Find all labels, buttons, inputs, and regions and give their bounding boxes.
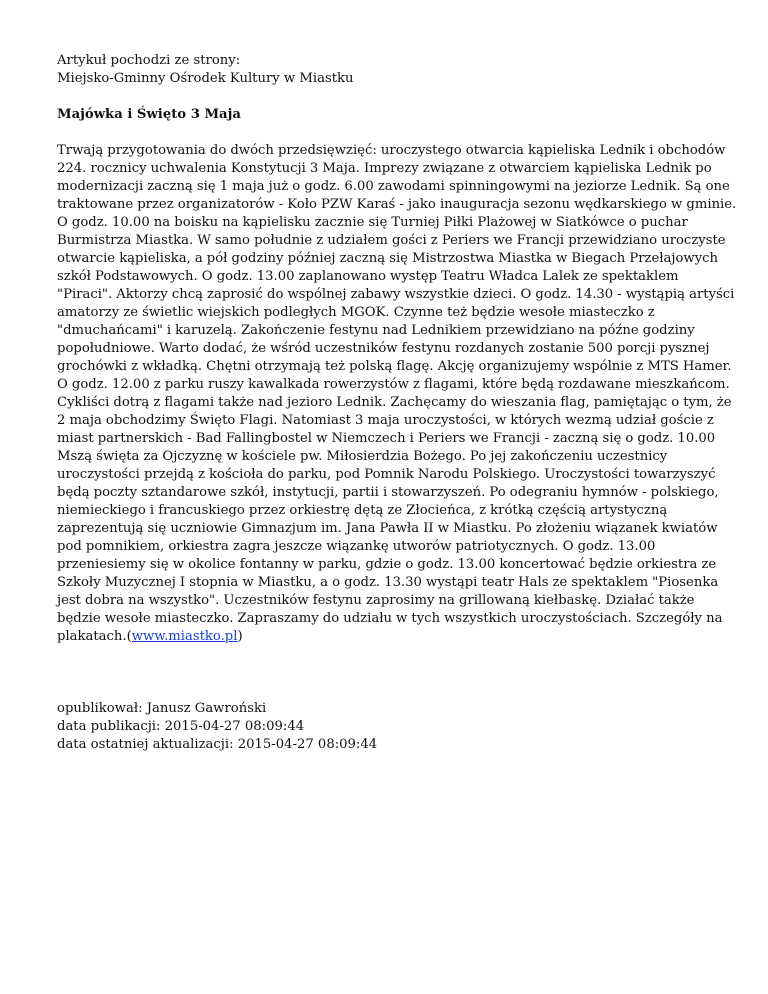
article-line: zaprezentują się uczniowie Gimnazjum im. Jana Pawła II w Miastku. Po złożeniu wiązanek kwiatów: [57, 521, 718, 536]
last-line-suffix: ): [237, 629, 243, 644]
article-line: 2 maja obchodzimy Święto Flagi. Natomiast 3 maja uroczystości, w których wezmą udział goście z: [57, 413, 714, 428]
article-line: popołudniowe. Warto dodać, że wśród uczestników festynu rozdanych zostanie 500 porcji pysznej: [57, 341, 710, 356]
article-line: uroczystości przejdą z kościoła do parku, pod Pomnik Narodu Polskiego. Uroczystości towarzyszyć: [57, 467, 716, 482]
publish-date: data publikacji: 2015-04-27 08:09:44: [57, 719, 305, 734]
website-link[interactable]: www.miastko.pl: [131, 629, 238, 644]
article-last-line: [57, 628, 725, 646]
source-block: [57, 52, 725, 88]
article-line: będzie wesołe miasteczko. Zapraszamy do udziału w tych wszystkich uroczystościach. Szczegóły na: [57, 611, 723, 626]
article-line: Cykliści dotrą z flagami także nad jezioro Lednik. Zachęcamy do wieszania flag, pamiętając o tym, że: [57, 395, 732, 410]
article-line: O godz. 12.00 z parku ruszy kawalkada rowerzystów z flagami, które będą rozdawane mieszkańcom.: [57, 377, 730, 392]
article-title: Majówka i Święto 3 Maja: [57, 107, 241, 122]
source-site-name: Miejsko-Gminny Ośrodek Kultury w Miastku: [57, 71, 354, 86]
article-line: traktowane przez organizatorów - Koło PZW Karaś - jako inauguracja sezonu wędkarskiego w gminie.: [57, 197, 737, 212]
article-line: niemieckiego i francuskiego przez orkiestrę dętą ze Złocieńca, z krótką częścią artystyczną: [57, 503, 668, 518]
article-body: [57, 142, 737, 646]
article-line: "Piraci". Aktorzy chcą zaprosić do wspólnej zabawy wszystkie dzieci. O godz. 14.30 - wystąpią artyści: [57, 287, 735, 302]
article-line: otwarcie kąpieliska, a pół godziny później zaczną się Mistrzostwa Miastka w Biegach Przełajowych: [57, 251, 719, 266]
article-line: amatorzy ze świetlic wiejskich podległych MGOK. Czynne też będzie wesołe miasteczko z: [57, 305, 655, 320]
article-line: przeniesiemy się w okolice fontanny w parku, gdzie o godz. 13.00 koncertować będzie orkiestra ze: [57, 557, 717, 572]
article-line: będą poczty sztandarowe szkół, instytucji, partii i stowarzyszeń. Po odegraniu hymnów - polskiego,: [57, 485, 719, 500]
article-line: Szkoły Muzycznej I stopnia w Miastku, a o godz. 13.30 wystąpi teatr Hals ze spektaklem "Piosenka: [57, 575, 719, 590]
published-by: opublikował: Janusz Gawroński: [57, 701, 267, 716]
article-line: Mszą święta za Ojczyznę w kościele pw. Miłosierdzia Bożego. Po jej zakończeniu uczestnicy: [57, 449, 668, 464]
article-line: grochówki z wkładką. Chętni otrzymają też polską flagę. Akcję organizujemy wspólnie z MTS Hamer.: [57, 359, 732, 374]
update-date: data ostatniej aktualizacji: 2015-04-27 08:09:44: [57, 737, 378, 752]
article-line: jest dobra na wszystko". Uczestników festynu zaprosimy na grillowaną kiełbaskę. Działać także: [57, 593, 695, 608]
last-line-prefix: plakatach.(: [57, 629, 132, 644]
article-line: szkół Podstawowych. O godz. 13.00 zaplanowano występ Teatru Władca Lalek ze spektaklem: [57, 269, 679, 284]
article-line: 224. rocznicy uchwalenia Konstytucji 3 Maja. Imprezy związane z otwarciem kąpieliska Lednik po: [57, 161, 712, 176]
document-page: [57, 52, 737, 754]
article-line: miast partnerskich - Bad Fallingbostel w Niemczech i Periers we Francji - zaczną się o godz. 10.00: [57, 431, 716, 446]
article-line: modernizacji zaczną się 1 maja już o godz. 6.00 zawodami spinningowymi na jeziorze Lednik. Są one: [57, 179, 730, 194]
source-label: Artykuł pochodzi ze strony:: [57, 53, 241, 68]
article-line: pod pomnikiem, orkiestra zagra jeszcze wiązankę utworów patriotycznych. O godz. 13.00: [57, 539, 656, 554]
publication-meta: [57, 700, 725, 754]
article-line: "dmuchańcami" i karuzelą. Zakończenie festynu nad Lednikiem przewidziano na późne godziny: [57, 323, 695, 338]
article-line: O godz. 10.00 na boisku na kąpielisku zacznie się Turniej Piłki Plażowej w Siatkówce o puchar: [57, 215, 688, 230]
article-line: Trwają przygotowania do dwóch przedsięwzięć: uroczystego otwarcia kąpieliska Lednik i obchodów: [57, 143, 726, 158]
article-line: Burmistrza Miastka. W samo południe z udziałem gości z Periers we Francji przewidziano uroczyste: [57, 233, 726, 248]
